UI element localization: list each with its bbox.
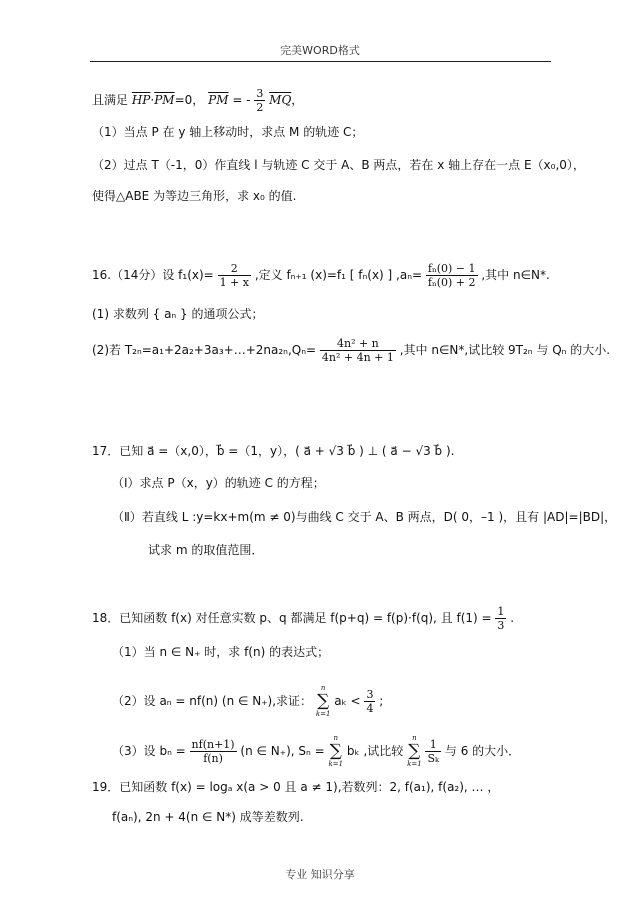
p16-lead: 16.（14分）设 f₁(x)= [92, 268, 214, 282]
frac-den: 1 + x [219, 276, 249, 289]
p16-end: ,其中 n∈N*. [481, 268, 550, 282]
p16-q2-end: ,其中 n∈N*,试比较 9T₂ₙ 与 Qₙ 的大小. [399, 343, 611, 357]
frac-num: nf(n+1) [191, 738, 235, 751]
sum-lower: k=1 [328, 760, 344, 768]
p18-q3-cmp: ,试比较 [359, 744, 404, 758]
p18-question-3 [112, 734, 640, 769]
vector-hp: $\overline{HP}$ [131, 93, 151, 107]
p16-q2-lead: (2)若 T₂ₙ=a₁+2a₂+3a₃+…+2na₂ₙ,Qₙ= [92, 343, 317, 357]
page-footer: 专业 知识分享 [285, 868, 355, 881]
sum-upper: n [320, 684, 326, 692]
p15-question-1: （1）当点 P 在 y 轴上移动时，求点 M 的轨迹 C； [92, 125, 364, 139]
fraction-3-2 [254, 87, 265, 114]
p18-question-1: （1）当 n ∈ N₊ 时，求 f(n) 的表达式； [112, 645, 330, 659]
frac-num: 1 [497, 605, 505, 618]
frac-den: fₙ(0) + 2 [427, 276, 476, 289]
frac-den: f(n) [203, 752, 223, 765]
summation-symbol: n ∑ k=1 [328, 734, 344, 768]
summation-symbol: n ∑ k=1 [407, 734, 422, 768]
frac-num: 1 [425, 738, 441, 752]
fraction-an [426, 262, 478, 289]
p18-lead: 18．已知函数 f(x) 对任意实数 p、q 都满足 f(p+q) = f(p)·f(q), 且 f(1) = [92, 611, 496, 625]
p18-question-2 [112, 684, 640, 719]
p18-q2-lead: （2）设 aₙ = nf(n) (n ∈ N₊),求证： [112, 694, 313, 708]
p17-question-1: （Ⅰ）求点 P（x，y）的轨迹 C 的方程； [112, 476, 325, 490]
p18-q2-end: ; [379, 694, 384, 708]
p15-eq-neg: = - [228, 93, 251, 107]
frac-den: Sₖ [427, 752, 440, 765]
fraction-one-over-sk [425, 738, 441, 765]
p19-statement: 19．已知函数 f(x) = logₐ x(a > 0 且 a ≠ 1),若数列：2, f(a₁), f(a₂), … ， [92, 780, 500, 794]
vector-pm: $\overline{PM}$ [154, 93, 175, 107]
fraction-bn [190, 738, 237, 765]
page-header: 完美WORD格式 [280, 44, 360, 57]
frac-den: 4 [366, 702, 374, 715]
p15-cond-pre: 且满足 [92, 93, 129, 107]
p18-end: . [510, 611, 515, 625]
frac-den: 2 [256, 101, 264, 114]
fraction-one-third [495, 605, 506, 632]
sum-upper: n [333, 734, 339, 742]
sum-lower: k=1 [315, 710, 331, 718]
fraction-three-quarters [364, 688, 375, 715]
p18-q3-end: 与 6 的大小． [444, 744, 521, 758]
p17-statement: 17．已知 a⃗ =（x,0），b⃗ =（1，y），( a⃗ + √3 b⃗ ) ⊥ ( a⃗ − √3 b⃗ ). [92, 444, 455, 458]
header-rule [90, 61, 551, 62]
frac-num: fₙ(0) − 1 [427, 262, 476, 275]
frac-num: 3 [256, 87, 264, 100]
p18-s-term: bₖ [346, 744, 360, 758]
sum-upper: n [412, 734, 417, 742]
p15-question-2-cont: 使得△ABE 为等边三角形，求 x₀ 的值. [92, 189, 297, 203]
summation-symbol: n ∑ k=1 [315, 684, 331, 718]
frac-den: 4n² + 4n + 1 [321, 351, 394, 364]
p18-q3-mid: (n ∈ N₊), Sₙ = [240, 744, 329, 758]
p16-question-1: (1) 求数列 { aₙ } 的通项公式； [92, 307, 264, 321]
frac-num: 3 [366, 688, 374, 701]
p16-mid: ,定义 fₙ₊₁ (x)=f₁ [ fₙ(x) ] ,aₙ= [254, 268, 423, 282]
p15-condition [92, 87, 640, 114]
p15-eq0: =0， [174, 93, 205, 107]
p17-question-2: （Ⅱ）若直线 L :y=kx+m(m ≠ 0)与曲线 C 交于 A、B 两点，D( 0，–1 )，且有 |AD|=|BD|， [112, 510, 617, 524]
p17-question-2-cont: 试求 m 的取值范围． [148, 543, 264, 557]
frac-num: 4n² + n [320, 337, 396, 351]
vector-pm-2: $\overline{PM}$ [208, 93, 229, 107]
sum-lower: k=1 [407, 760, 422, 768]
p15-question-2: （2）过点 T（-1，0）作直线 l 与轨迹 C 交于 A、B 两点，若在 x 轴上存在一点 E（x₀,0）， [92, 158, 585, 172]
fraction-f1 [218, 262, 251, 289]
p16-statement [92, 262, 640, 289]
p15-tail: ， [291, 93, 304, 107]
frac-num: 2 [218, 262, 251, 276]
fraction-qn [320, 337, 396, 364]
p18-q2-mid: aₖ < [334, 694, 365, 708]
dot-symbol: · [150, 93, 155, 107]
frac-den: 3 [497, 619, 505, 632]
p19-statement-cont: f(aₙ), 2n + 4(n ∈ N*) 成等差数列. [112, 810, 304, 824]
vector-mq: $\overline{MQ}$ [269, 93, 292, 107]
p18-q3-lead: （3）设 bₙ = [112, 744, 190, 758]
p18-statement [92, 605, 640, 632]
p16-question-2 [92, 337, 640, 364]
